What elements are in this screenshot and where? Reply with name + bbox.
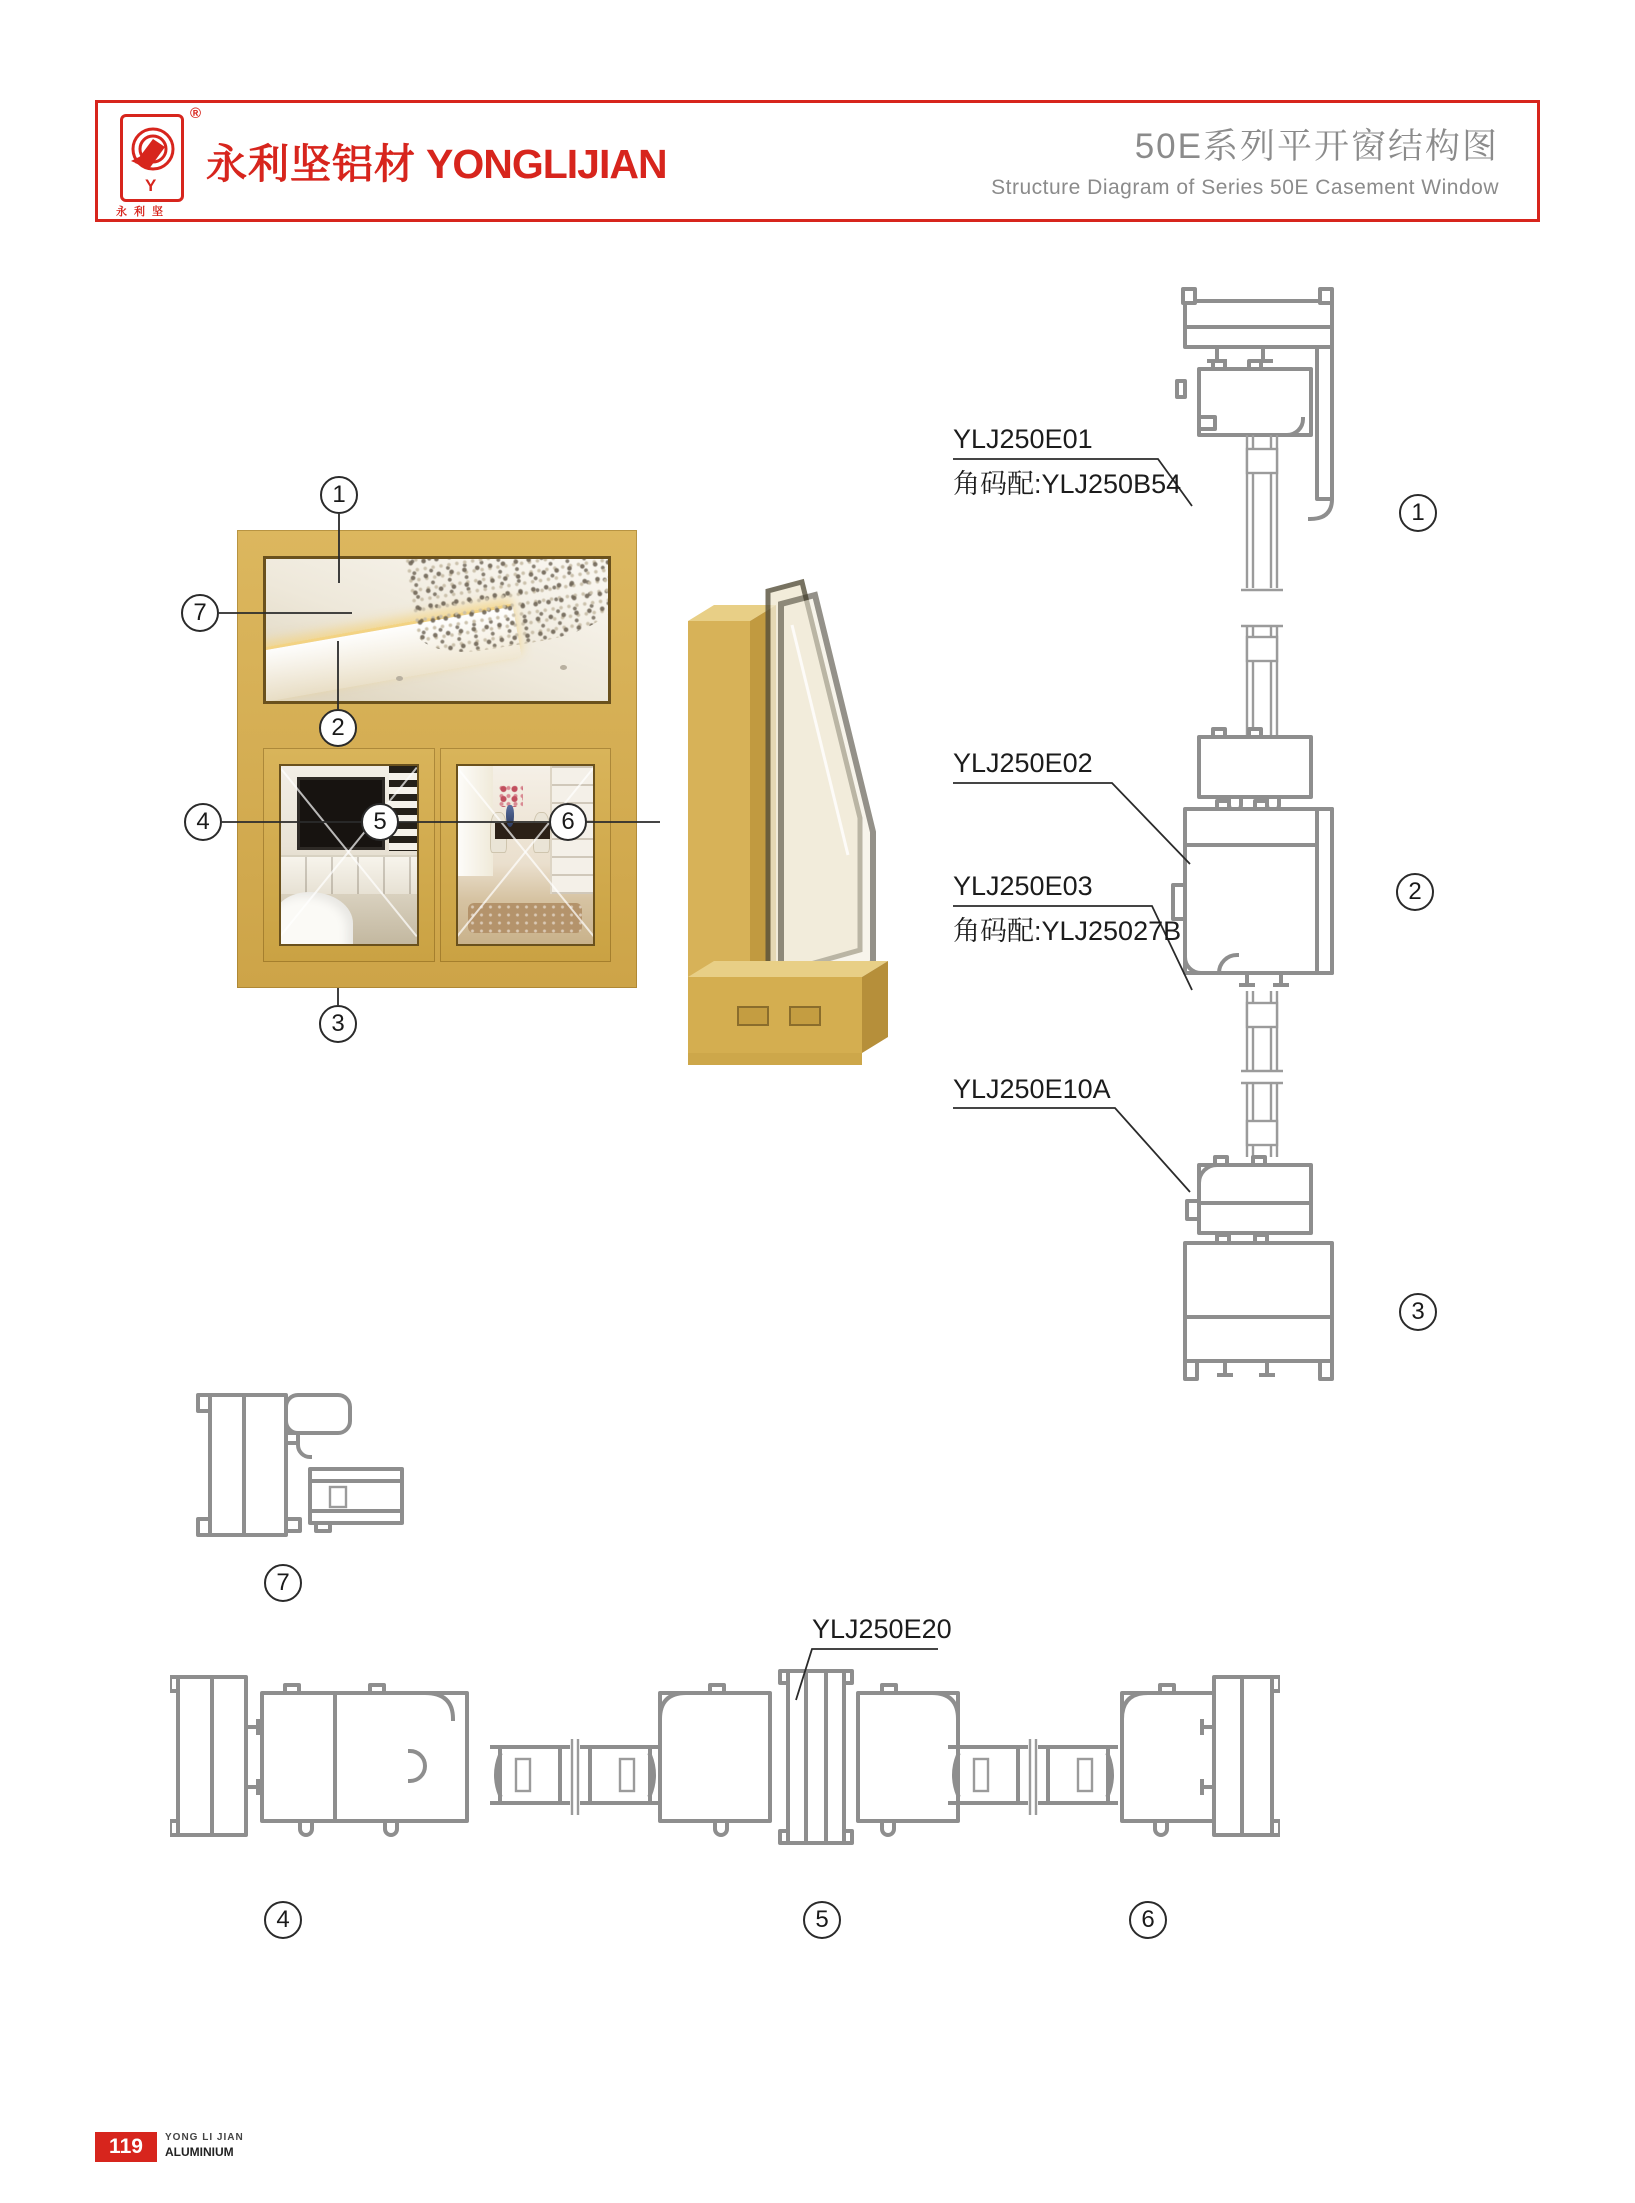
corner-connector-note: 角码配:YLJ25027B: [953, 916, 1182, 946]
section-marker-6: 6: [1129, 1901, 1167, 1939]
right-casement-sash: [440, 748, 612, 962]
callout-6-window: 6: [549, 803, 587, 841]
callout-4-window: 4: [184, 803, 222, 841]
registered-trademark: ®: [190, 105, 202, 122]
brand-name: [206, 131, 667, 190]
profile-code: YLJ250E10A: [953, 1074, 1111, 1104]
brand-logo: [120, 114, 184, 202]
section-marker-7: 7: [264, 1564, 302, 1602]
brand-name-cn: 永利坚铝材: [206, 141, 416, 187]
section-drawing-4: [170, 1677, 467, 1835]
profile-label-e01: [953, 424, 1181, 501]
glazing-bead-pair-b: [950, 1739, 1116, 1815]
chandelier: [403, 556, 611, 661]
section-marker-5: 5: [803, 1901, 841, 1939]
profile-3d-render: [680, 535, 895, 1070]
section-drawing-6: [1122, 1677, 1280, 1835]
vertical-section-drawings: [1155, 285, 1415, 1455]
tv-cabinet: [281, 855, 417, 896]
left-sash-glass: [279, 764, 419, 946]
section-drawing-2-transom: [1173, 626, 1332, 1157]
brand-name-en: YONGLIJIAN: [426, 141, 667, 187]
page-title-en: Structure Diagram of Series 50E Casement Window: [991, 176, 1499, 199]
section-marker-1: 1: [1399, 494, 1437, 532]
rug: [468, 903, 582, 933]
page-number-badge: 119: [95, 2132, 157, 2162]
callout-7-window: 7: [181, 594, 219, 632]
profile-label-e03: [953, 871, 1181, 948]
callout-2-window: 2: [319, 709, 357, 747]
transom-glass: [263, 556, 611, 704]
glazing-bead-pair-a: [492, 1739, 658, 1815]
profile-label-e02: [953, 748, 1093, 783]
ceiling-spotlight: [560, 665, 567, 670]
page-header: [95, 100, 1540, 222]
page-title-block: [991, 119, 1499, 200]
footer-brand-line2: ALUMINIUM: [165, 2144, 234, 2159]
profile-code: YLJ250E20: [812, 1614, 952, 1644]
flowers: [498, 784, 522, 807]
footer-brand: [165, 2132, 244, 2160]
profile-code: YLJ250E02: [953, 748, 1093, 778]
section-drawing-3-bottom-frame: [1185, 1157, 1332, 1379]
ceiling-spotlight: [396, 676, 403, 681]
profile-label-e10a: [953, 1074, 1111, 1109]
section-drawing-7: [180, 1375, 420, 1565]
right-sash-glass: [456, 764, 596, 946]
window-photo-render: [237, 530, 637, 988]
profile-label-e20: [812, 1614, 952, 1649]
page-title-cn: 50E系列平开窗结构图: [1134, 127, 1499, 166]
callout-3-window: 3: [319, 1005, 357, 1043]
casement-sash-row: [263, 748, 611, 962]
horizontal-section-drawings: [170, 1655, 1280, 1860]
section-marker-3: 3: [1399, 1293, 1437, 1331]
logo-letter: Y: [145, 176, 157, 195]
callout-5-window: 5: [361, 803, 399, 841]
logo-subtext: 永利坚: [116, 206, 170, 218]
footer-brand-line1: YONG LI JIAN: [165, 2132, 244, 2143]
section-marker-4: 4: [264, 1901, 302, 1939]
window-light: [458, 766, 493, 876]
section-marker-2: 2: [1396, 873, 1434, 911]
yonglijian-logo-icon: [123, 117, 181, 199]
profile-code: YLJ250E01: [953, 424, 1093, 454]
section-drawing-5: [660, 1671, 958, 1843]
callout-1-window: 1: [320, 476, 358, 514]
section-drawing-1-top-frame: [1177, 289, 1332, 626]
corner-connector-note: 角码配:YLJ250B54: [953, 469, 1182, 499]
left-casement-sash: [263, 748, 435, 962]
profile-code: YLJ250E03: [953, 871, 1093, 901]
